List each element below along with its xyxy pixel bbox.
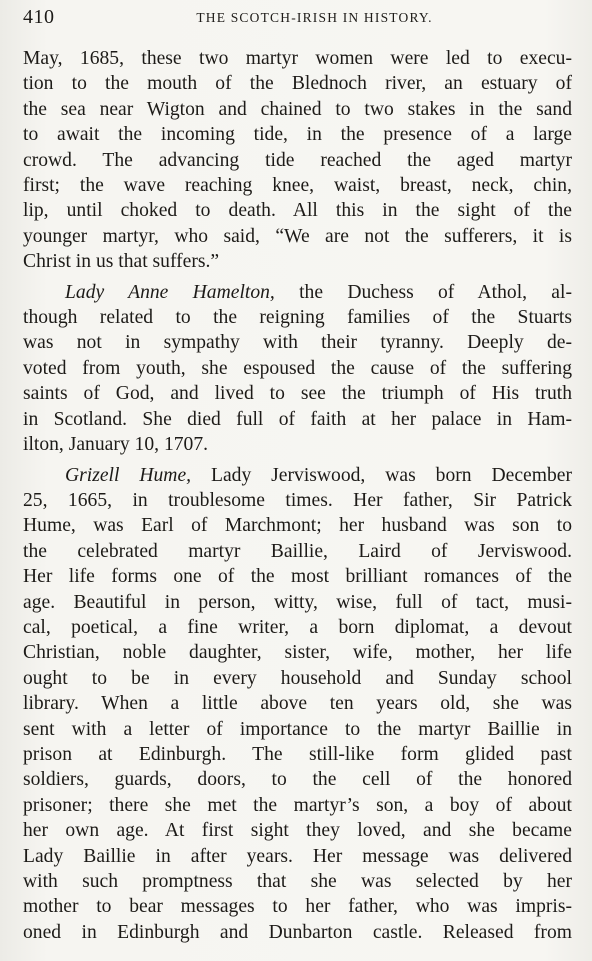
text-line — [23, 122, 572, 147]
line-text: prison at Edinburgh. The still-like form glided past — [23, 743, 572, 765]
line-text: in Scotland. She died full of faith at her palace in Ham- — [23, 408, 572, 430]
text-line — [23, 463, 572, 488]
text-line — [23, 224, 572, 249]
italic-name: Grizell Hume, — [65, 464, 192, 486]
body-text — [23, 46, 572, 945]
line-text: younger martyr, who said, “We are not the sufferers, it is — [23, 225, 572, 247]
page-header — [23, 4, 572, 46]
text-line — [23, 691, 572, 716]
line-text: voted from youth, she espoused the cause of the suffering — [23, 357, 572, 379]
text-line — [23, 640, 572, 665]
paragraph — [23, 280, 572, 458]
text-line — [23, 590, 572, 615]
line-text: Her life forms one of the most brilliant romances of the — [23, 566, 572, 588]
text-line — [23, 280, 572, 305]
line-text: library. When a little above ten years old, she was — [23, 693, 572, 715]
paragraph — [23, 463, 572, 946]
text-line — [23, 46, 572, 71]
text-line — [23, 539, 572, 564]
text-line — [23, 615, 572, 640]
line-text: to await the incoming tide, in the presence of a large — [23, 124, 572, 146]
line-text: age. Beautiful in person, witty, wise, full of tact, musi- — [23, 591, 572, 613]
text-line — [23, 920, 572, 945]
text-line — [23, 407, 572, 432]
text-line — [23, 513, 572, 538]
line-text: cal, poetical, a fine writer, a born diplomat, a devout — [23, 616, 572, 638]
line-text: mother to bear messages to her father, who was impris- — [23, 896, 572, 918]
text-line — [23, 844, 572, 869]
text-line — [23, 564, 572, 589]
text-line — [23, 717, 572, 742]
text-line — [23, 767, 572, 792]
line-text: the sea near Wigton and chained to two stakes in the sand — [23, 98, 572, 120]
text-line — [23, 894, 572, 919]
line-text: though related to the reigning families of the Stuarts — [23, 307, 572, 329]
line-text: ought to be in every household and Sunday school — [23, 667, 572, 689]
text-line — [23, 432, 572, 457]
text-line — [23, 71, 572, 96]
text-line — [23, 742, 572, 767]
text-line — [23, 305, 572, 330]
line-text: prisoner; there she met the martyr’s son, a boy of about — [23, 794, 572, 816]
line-text: the celebrated martyr Baillie, Laird of Jerviswood. — [23, 540, 572, 562]
text-line — [23, 488, 572, 513]
line-text: first; the wave reaching knee, waist, breast, neck, chin, — [23, 175, 572, 197]
text-line — [23, 793, 572, 818]
text-line — [23, 869, 572, 894]
text-line — [23, 198, 572, 223]
paragraph — [23, 46, 572, 275]
text-line — [23, 148, 572, 173]
text-line — [23, 173, 572, 198]
text-line — [23, 249, 572, 274]
line-text: crowd. The advancing tide reached the aged martyr — [23, 149, 572, 171]
line-text: with such promptness that she was selected by her — [23, 871, 572, 892]
text-line — [23, 666, 572, 691]
line-text: sent with a letter of importance to the martyr Baillie in — [23, 718, 572, 740]
italic-name: Lady Anne Hamelton, — [65, 281, 275, 303]
text-line — [23, 330, 572, 355]
line-text: tion to the mouth of the Blednoch river, an estuary of — [23, 73, 572, 95]
line-text: saints of God, and lived to see the triumph of His truth — [23, 383, 572, 405]
line-text: the Duchess of Athol, al- — [274, 281, 572, 303]
line-text: May, 1685, these two martyr women were led to execu- — [23, 48, 572, 69]
page-number: 410 — [23, 6, 55, 28]
line-text: Lady Baillie in after years. Her message was delivered — [23, 845, 572, 867]
text-line — [23, 381, 572, 406]
line-text: ilton, January 10, 1707. — [23, 434, 209, 456]
running-head: THE SCOTCH-IRISH IN HISTORY. — [196, 10, 433, 25]
line-text: oned in Edinburgh and Dunbarton castle. Released from — [23, 921, 572, 943]
line-text: was not in sympathy with their tyranny. Deeply de- — [23, 332, 572, 354]
line-text: Hume, was Earl of Marchmont; her husband was son to — [23, 515, 572, 537]
line-text: lip, until choked to death. All this in the sight of the — [23, 200, 572, 222]
line-text: Lady Jerviswood, was born December — [191, 464, 572, 486]
line-text: her own age. At first sight they loved, and she became — [23, 820, 572, 842]
line-text: Christian, noble daughter, sister, wife, mother, her life — [23, 642, 572, 664]
line-text: soldiers, guards, doors, to the cell of the honored — [23, 769, 572, 791]
line-text: Christ in us that suffers.” — [23, 251, 220, 273]
text-line — [23, 356, 572, 381]
text-line — [23, 97, 572, 122]
text-line — [23, 818, 572, 843]
line-text: 25, 1665, in troublesome times. Her father, Sir Patrick — [23, 489, 572, 511]
